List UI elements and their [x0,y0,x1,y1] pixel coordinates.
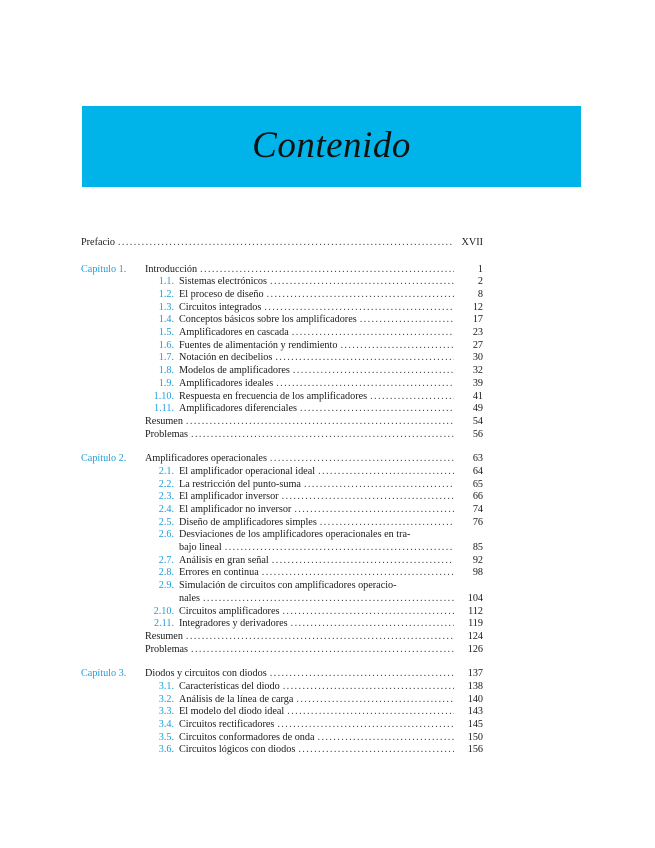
dot-leader [276,378,454,391]
section-row[interactable] [81,694,483,707]
section-row[interactable] [81,504,483,517]
section-row[interactable] [81,580,483,593]
section-title: Circuitos rectificadores [179,719,275,731]
section-title: Desviaciones de los amplificadores operacionales en tra- [179,529,411,541]
dot-leader [293,365,454,378]
section-title: La restricción del punto-suma [179,478,301,490]
dot-leader [186,416,454,429]
dot-leader [282,491,454,504]
section-row[interactable] [81,529,483,542]
dot-leader [318,732,454,745]
dot-leader [304,479,454,492]
section-row[interactable] [81,276,483,289]
dot-leader [320,517,454,530]
section-number: 1.9. [158,377,174,389]
spacer [81,656,483,668]
section-row[interactable] [81,314,483,327]
section-number: 2.7. [158,554,174,566]
section-number: 3.2. [158,693,174,705]
dot-leader [287,706,454,719]
section-row[interactable] [81,403,483,416]
dot-leader [282,606,454,619]
section-page: 30 [472,352,483,364]
chapter-row[interactable] [81,453,483,466]
chapter-row[interactable] [81,264,483,277]
section-row[interactable] [81,719,483,732]
section-page: 23 [472,327,483,339]
dot-leader [340,340,454,353]
section-row[interactable] [81,681,483,694]
section-number: 2.3. [158,491,174,503]
chapter-label: Capítulo 3. [81,668,127,680]
section-row[interactable] [81,302,483,315]
section-title: Integradores y derivadores [179,618,288,630]
section-page: 85 [472,542,483,554]
section-page: 143 [467,706,483,718]
dot-leader [191,644,454,657]
extra-page: 54 [472,415,483,427]
section-number: 2.8. [158,567,174,579]
section-number: 2.4. [158,504,174,516]
dot-leader [270,453,454,466]
section-title: bajo lineal [179,542,222,554]
section-title: Errores en continua [179,567,259,579]
section-title: Amplificadores diferenciales [179,403,297,415]
extra-page: 124 [467,630,483,642]
section-page: 98 [472,567,483,579]
section-page: 66 [472,491,483,503]
dot-leader [270,668,454,681]
dot-leader [296,694,454,707]
section-title: Circuitos conformadores de onda [179,731,315,743]
section-page: 41 [472,390,483,402]
section-number: 1.1. [158,276,174,288]
section-page: 64 [472,465,483,477]
section-title: Sistemas electrónicos [179,276,267,288]
section-page: 104 [467,592,483,604]
section-page: 39 [472,377,483,389]
dot-leader [264,302,454,315]
section-title: Conceptos básicos sobre los amplificadores [179,314,357,326]
dot-leader [292,327,454,340]
dot-leader [267,289,454,302]
section-page: 112 [468,605,483,617]
section-row[interactable] [81,606,483,619]
section-title: Circuitos amplificadores [179,605,280,617]
section-row[interactable] [81,517,483,530]
section-row[interactable] [81,353,483,366]
dot-leader [283,681,454,694]
section-row[interactable] [81,391,483,404]
section-number: 2.9. [158,580,174,592]
dot-leader [298,744,454,757]
section-number: 2.10. [153,605,174,617]
extra-row[interactable] [81,644,483,657]
section-title: Características del diodo [179,680,280,692]
section-number: 1.3. [158,301,174,313]
section-page: 49 [472,403,483,415]
section-row[interactable] [81,365,483,378]
dot-leader [275,352,454,365]
dot-leader [360,314,454,327]
dot-leader [225,542,454,555]
section-page: 150 [467,731,483,743]
dot-leader [294,504,454,517]
section-number: 1.5. [158,327,174,339]
section-page: 2 [477,276,483,288]
section-title: El amplificador no inversor [179,504,292,516]
section-title: Diseño de amplificadores simples [179,516,317,528]
chapter-label: Capítulo 2. [81,453,127,465]
section-number: 1.2. [158,289,174,301]
section-title: Amplificadores ideales [179,377,274,389]
section-title: Circuitos lógicos con diodos [179,744,296,756]
table-of-contents [81,237,483,757]
section-page: 156 [467,744,483,756]
preface-title: Prefacio [81,236,115,248]
dot-leader [262,567,454,580]
section-row[interactable] [81,732,483,745]
section-row[interactable] [81,706,483,719]
section-number: 3.5. [158,731,174,743]
section-title: Notación en decibelios [179,352,273,364]
section-page: 140 [467,693,483,705]
chapter-page: 137 [467,668,483,680]
section-row[interactable] [81,555,483,568]
preface-page: XVII [461,236,483,248]
section-title: Amplificadores en cascada [179,327,289,339]
chapter-label: Capítulo 1. [81,263,127,275]
section-row[interactable] [81,466,483,479]
dot-leader [118,237,454,250]
chapter-title: Introducción [145,263,198,275]
section-row[interactable] [81,593,483,606]
dot-leader [277,719,454,732]
section-page: 8 [477,289,483,301]
chapter-title: Amplificadores operacionales [145,453,267,465]
spacer [81,441,483,453]
chapter-page: 63 [472,453,483,465]
section-page: 138 [467,680,483,692]
section-row[interactable] [81,744,483,757]
section-title: Análisis de la línea de carga [179,693,294,705]
section-row[interactable] [81,378,483,391]
section-page: 17 [472,314,483,326]
extra-title: Resumen [145,415,183,427]
page-title: Contenido [252,125,411,166]
section-row[interactable] [81,340,483,353]
title-banner [82,106,581,187]
section-page: 27 [472,339,483,351]
section-title: Análisis en gran señal [179,554,269,566]
section-page: 76 [472,516,483,528]
section-page: 145 [467,719,483,731]
dot-leader [300,403,454,416]
section-row[interactable] [81,327,483,340]
section-page: 32 [472,365,483,377]
extra-title: Problemas [145,643,189,655]
dot-leader [291,618,454,631]
spacer [81,250,483,264]
extra-row[interactable] [81,429,483,442]
section-number: 1.10. [153,390,174,402]
toc-preface-row[interactable] [81,237,483,250]
section-title: Circuitos integrados [179,301,262,313]
chapter-row[interactable] [81,668,483,681]
section-title: El proceso de diseño [179,289,264,301]
section-number: 3.1. [158,680,174,692]
dot-leader [200,264,454,277]
section-number: 2.5. [158,516,174,528]
section-number: 1.8. [158,365,174,377]
section-title: Simulación de circuitos con amplificadores operacio- [179,580,397,592]
dot-leader [370,391,454,404]
section-number: 2.11. [154,618,174,630]
section-number: 1.4. [158,314,174,326]
extra-row[interactable] [81,416,483,429]
section-page: 12 [472,301,483,313]
section-row[interactable] [81,568,483,581]
section-row[interactable] [81,491,483,504]
section-title: El modelo del diodo ideal [179,706,285,718]
section-number: 2.2. [158,478,174,490]
dot-leader [270,276,454,289]
section-row[interactable] [81,542,483,555]
chapter-list [81,264,483,757]
chapter-title: Diodos y circuitos con diodos [145,668,267,680]
dot-leader [203,593,454,606]
extra-page: 56 [472,428,483,440]
section-page: 65 [472,478,483,490]
extra-row[interactable] [81,631,483,644]
section-number: 2.1. [158,465,174,477]
section-number: 3.6. [158,744,174,756]
section-number: 1.6. [158,339,174,351]
section-row[interactable] [81,618,483,631]
section-title: El amplificador inversor [179,491,279,503]
section-title: El amplificador operacional ideal [179,465,316,477]
section-number: 3.3. [158,706,174,718]
section-number: 1.11. [154,403,174,415]
section-page: 74 [472,504,483,516]
chapter-page: 1 [477,263,483,275]
section-number: 1.7. [158,352,174,364]
dot-leader [272,555,454,568]
dot-leader [318,466,454,479]
section-number: 3.4. [158,719,174,731]
extra-page: 126 [467,643,483,655]
section-title: Fuentes de alimentación y rendimiento [179,339,338,351]
section-title: Modelos de amplificadores [179,365,290,377]
section-page: 119 [468,618,483,630]
section-title: nales [179,592,200,604]
section-page: 92 [472,554,483,566]
section-row[interactable] [81,289,483,302]
section-row[interactable] [81,479,483,492]
dot-leader [186,631,454,644]
extra-title: Problemas [145,428,189,440]
extra-title: Resumen [145,630,183,642]
section-number: 2.6. [158,529,174,541]
dot-leader [191,429,454,442]
section-title: Respuesta en frecuencia de los amplificadores [179,390,368,402]
